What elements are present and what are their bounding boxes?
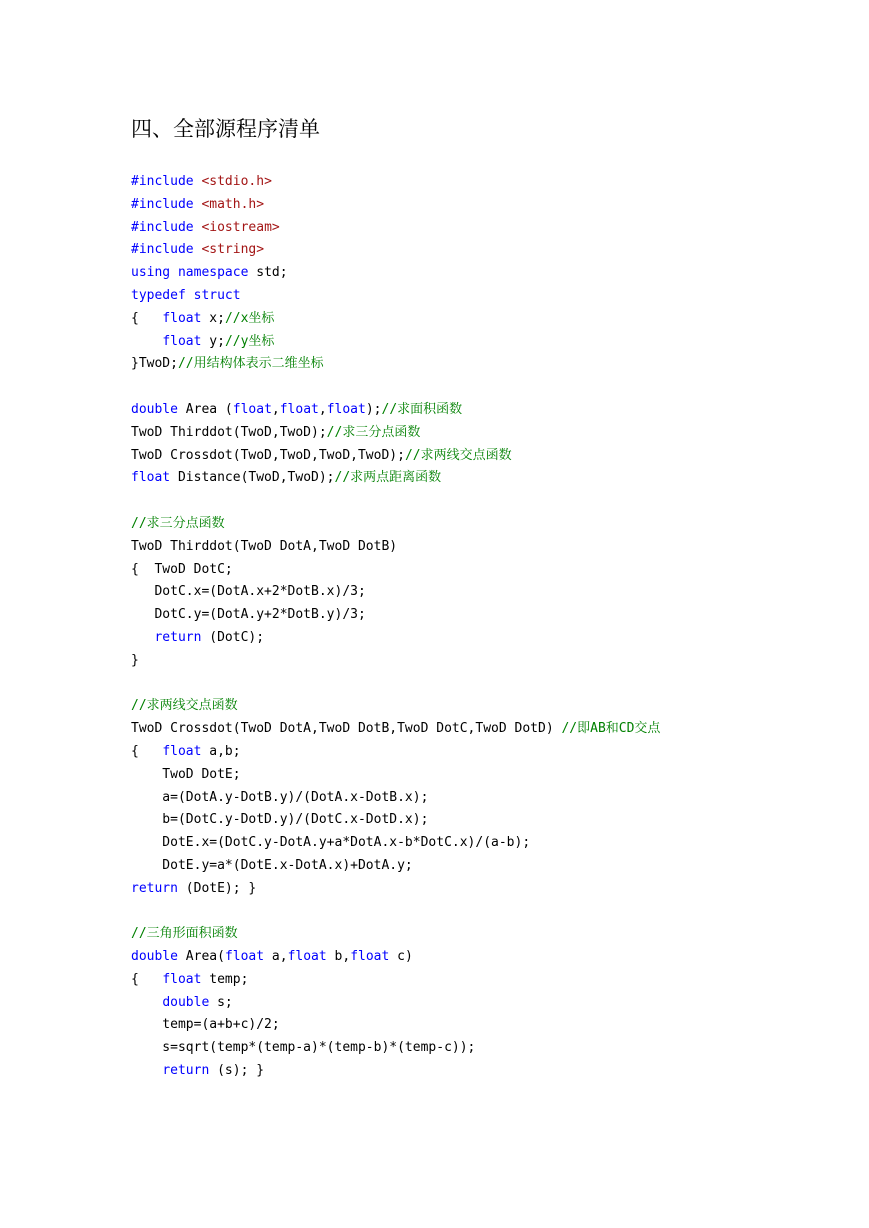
code-text: DotC.y=(DotA.y+2*DotB.y)/3; (131, 607, 366, 623)
section-heading: 四、全部源程序清单 (131, 117, 320, 141)
keyword-token: return (154, 629, 202, 645)
keyword-token: #include (131, 196, 194, 212)
code-text: Area( (177, 949, 225, 965)
code-line (131, 855, 660, 878)
comment-token: //x坐标 (224, 310, 275, 326)
code-text: DotE.y=a*(DotE.x-DotA.x)+DotA.y; (131, 857, 413, 873)
code-line (131, 832, 660, 855)
code-text: y; (201, 333, 225, 349)
code-text: ); (365, 401, 382, 417)
comment-token: //求两线交点函数 (131, 698, 238, 714)
code-line (131, 741, 660, 764)
string-token: <stdio.h> (201, 174, 272, 189)
keyword-token: double (162, 994, 210, 1010)
comment-token: //即AB和CD交点 (561, 721, 661, 737)
keyword-token: float (131, 470, 171, 486)
code-line (131, 809, 660, 832)
code-text: TwoD Thirddot(TwoD DotA,TwoD DotB) (131, 538, 398, 554)
comment-token: //求三分点函数 (326, 424, 421, 440)
code-text: (DotE); } (177, 880, 257, 896)
keyword-token: double (131, 401, 178, 417)
code-text: std; (248, 265, 288, 281)
code-line (131, 194, 660, 217)
code-text: a=(DotA.y-DotB.y)/(DotA.x-DotB.x); (131, 789, 429, 805)
code-line (131, 171, 660, 194)
code-text: DotC.x=(DotA.x+2*DotB.x)/3; (131, 584, 366, 600)
keyword-token: return (162, 1063, 210, 1079)
keyword-token: float (162, 333, 202, 349)
code-line (131, 399, 660, 422)
code-line (131, 308, 660, 331)
keyword-token: #include (131, 219, 194, 235)
keyword-token: return (131, 880, 178, 896)
code-text: (DotC); (201, 629, 265, 645)
code-text (131, 995, 162, 1010)
keyword-token: float (326, 401, 366, 417)
source-code-listing (131, 171, 660, 1083)
code-text: , (318, 401, 327, 417)
code-text: x; (201, 310, 225, 326)
code-text: DotE.x=(DotC.y-DotA.y+a*DotA.x-b*DotC.x)/(a-b); (131, 835, 531, 851)
code-line (131, 239, 660, 262)
keyword-token: float (224, 949, 265, 965)
keyword-token: #include (131, 174, 194, 189)
code-text: b=(DotC.y-DotD.y)/(DotC.x-DotD.x); (131, 812, 429, 828)
code-text: , (271, 401, 280, 417)
code-text: } (131, 652, 139, 668)
code-text (131, 1063, 162, 1078)
code-text: }TwoD; (131, 356, 178, 372)
code-text: temp=(a+b+c)/2; (131, 1017, 280, 1033)
code-line (131, 513, 660, 536)
code-text: TwoD Thirddot(TwoD,TwoD); (131, 424, 327, 440)
code-text: (s); } (209, 1063, 265, 1079)
code-line (131, 992, 660, 1015)
code-text: { (131, 971, 163, 987)
keyword-token: namespace (177, 265, 249, 281)
code-line (131, 718, 660, 741)
code-text (131, 630, 154, 645)
keyword-token: float (162, 743, 202, 759)
keyword-token: float (279, 401, 319, 417)
keyword-token: float (162, 310, 202, 326)
string-token: <string> (201, 242, 265, 258)
keyword-token: typedef (131, 287, 186, 303)
keyword-token: double (131, 949, 178, 965)
code-line (131, 353, 660, 376)
comment-token: //三角形面积函数 (131, 926, 238, 942)
code-text: TwoD Crossdot(TwoD,TwoD,TwoD,TwoD); (131, 447, 405, 463)
keyword-token: float (350, 949, 390, 965)
keyword-token: float (287, 949, 327, 965)
code-text: { (131, 743, 163, 759)
comment-token: //求三分点函数 (131, 515, 225, 531)
code-text: TwoD DotE; (131, 766, 241, 782)
code-line (131, 969, 660, 992)
code-text (170, 265, 178, 280)
keyword-token: float (162, 971, 202, 987)
code-text (186, 288, 194, 303)
code-line (131, 536, 660, 559)
code-line (131, 1037, 660, 1060)
code-text: a,b; (201, 743, 241, 759)
code-text: s=sqrt(temp*(temp-a)*(temp-b)*(temp-c)); (131, 1040, 476, 1056)
code-line (131, 331, 660, 354)
blank-line (131, 376, 660, 399)
keyword-token: struct (193, 287, 241, 303)
keyword-token: float (232, 401, 272, 417)
blank-line (131, 490, 660, 513)
code-text: c) (389, 949, 413, 965)
code-line (131, 946, 660, 969)
comment-token: //求两线交点函数 (404, 447, 512, 463)
code-text: { (131, 310, 163, 326)
keyword-token: using (131, 265, 171, 281)
code-line (131, 285, 660, 308)
code-text: s; (209, 994, 233, 1010)
code-line (131, 764, 660, 787)
comment-token: //用结构体表示二维坐标 (177, 356, 324, 372)
code-line (131, 467, 660, 490)
code-text: a, (264, 949, 288, 965)
comment-token: //求面积函数 (381, 401, 463, 417)
code-line (131, 695, 660, 718)
blank-line (131, 673, 660, 696)
code-line (131, 262, 660, 285)
code-line (131, 581, 660, 604)
blank-line (131, 901, 660, 924)
code-line (131, 923, 660, 946)
comment-token: //求两点距离函数 (334, 470, 442, 486)
code-line (131, 787, 660, 810)
code-text (131, 334, 162, 349)
code-line (131, 627, 660, 650)
comment-token: //y坐标 (224, 333, 275, 349)
code-line (131, 604, 660, 627)
code-line (131, 445, 660, 468)
string-token: <math.h> (201, 196, 265, 212)
keyword-token: #include (131, 242, 194, 258)
code-text: temp; (201, 971, 249, 987)
code-line (131, 1060, 660, 1083)
code-text: Distance(TwoD,TwoD); (170, 470, 335, 486)
code-text: TwoD Crossdot(TwoD DotA,TwoD DotB,TwoD DotC,TwoD DotD) (131, 721, 562, 737)
code-line (131, 422, 660, 445)
string-token: <iostream> (201, 219, 280, 235)
code-line (131, 878, 660, 901)
code-text: { TwoD DotC; (131, 561, 233, 577)
code-line (131, 1014, 660, 1037)
code-line (131, 650, 660, 673)
code-text: b, (326, 949, 351, 965)
code-line (131, 559, 660, 582)
code-text: Area ( (177, 401, 233, 417)
code-line (131, 217, 660, 240)
